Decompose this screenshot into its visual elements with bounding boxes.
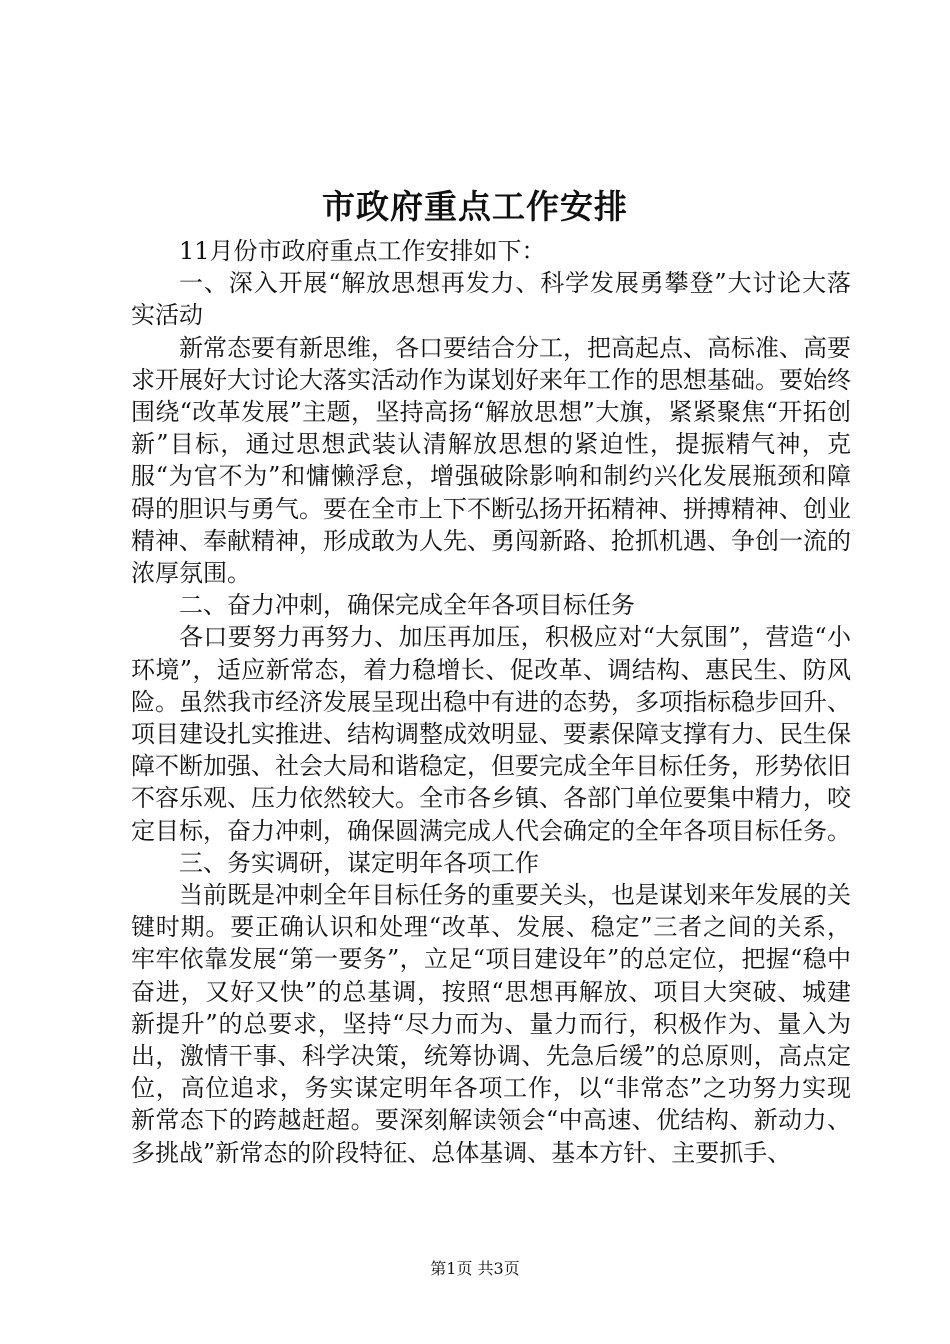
section-3-paragraph: 当前既是冲刺全年目标任务的重要关头，也是谋划来年发展的关键时期。要正确认识和处理“改革、发展、稳定”三者之间的关系，牢牢依靠发展“第一要务”，立足“项目建设年”的总定位，把握“稳中奋进，又好又快”的总基调，按照“思想再解放、项目大突破、城建新提升”的总要求，坚持“尽力而为、量力而行，积极作为、量入为出，激情干事、科学决策，统筹协调、先急后缓”的总原则，高点定位，高位追求，务实谋定明年各项工作，以“非常态”之功努力实现新常态下的跨越赶超。要深刻解读领会“中高速、优结构、新动力、多挑战”新常态的阶段特征、总体基调、基本方针、主要抓手、: [131, 881, 851, 1167]
section-1-paragraph: 新常态要有新思维，各口要结合分工，把高起点、高标准、高要求开展好大讨论大落实活动作为谋划好来年工作的思想基础。要始终围绕“改革发展”主题，坚持高扬“解放思想”大旗，紧紧聚焦“开拓创新”目标，通过思想武装认清解放思想的紧迫性，提振精气神，克服“为官不为”和慵懒浮怠，增强破除影响和制约兴化发展瓶颈和障碍的胆识与勇气。要在全市上下不断弘扬开拓精神、拼搏精神、创业精神、奉献精神，形成敢为人先、勇闯新路、抢抓机遇、争创一流的浓厚氛围。: [131, 333, 851, 588]
section-2-heading: 二、奋力冲刺，确保完成全年各项目标任务: [179, 591, 635, 620]
intro-paragraph: 11月份市政府重点工作安排如下：: [179, 237, 546, 265]
document-body: [131, 235, 851, 1169]
page-footer: 第1页 共3页: [430, 1259, 520, 1278]
section-2-paragraph: 各口要努力再努力、加压再加压，积极应对“大氛围”，营造“小环境”，适应新常态，着力稳增长、促改革、调结构、惠民生、防风险。虽然我市经济发展呈现出稳中有进的态势，多项指标稳步回升、项目建设扎实推进、结构调整成效明显、要素保障支撑有力、民生保障不断加强、社会大局和谐稳定，但要完成全年目标任务，形势依旧不容乐观、压力依然较大。全市各乡镇、各部门单位要集中精力，咬定目标，奋力冲刺，确保圆满完成人代会确定的全年各项目标任务。: [131, 623, 851, 845]
document-title: 市政府重点工作安排: [322, 187, 628, 226]
section-3-heading: 三、务实调研，谋定明年各项工作: [179, 848, 539, 877]
section-1-heading: 一、深入开展“解放思想再发力、科学发展勇攀登”大讨论大落实活动: [131, 269, 851, 330]
